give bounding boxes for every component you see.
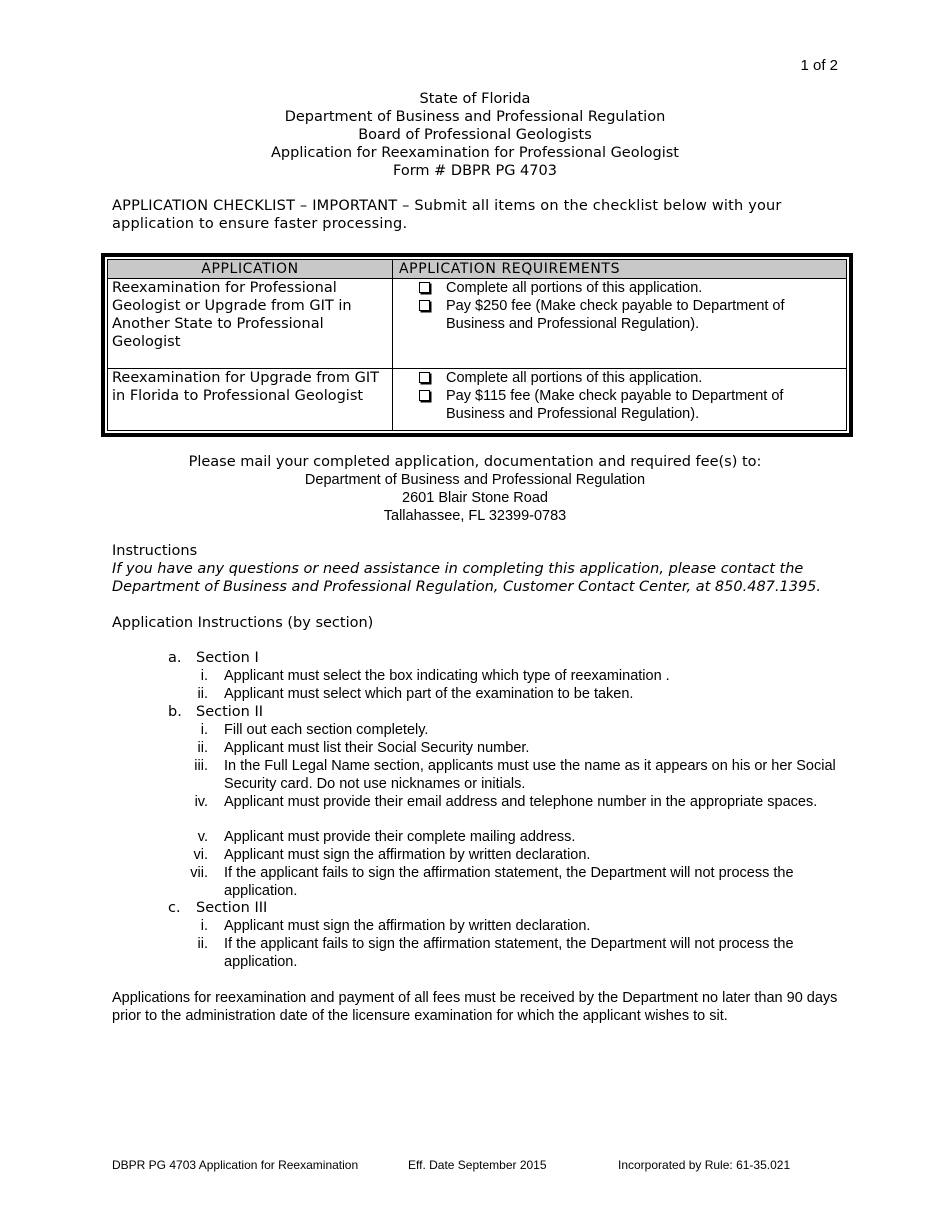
checklist-item [419,369,842,387]
table-row [108,369,847,431]
requirement-text: Pay $250 fee (Make check payable to Department of Business and Professional Regulation). [446,298,785,332]
item-text: Applicant must provide their email address and telephone number in the appropriate spaces. [224,794,818,810]
deadline-note: Applications for reexamination and payment of all fees must be received by the Department no later than 90 days prior to the administration date of the licensure examination for which the applicant wishes to sit. [112,990,838,1024]
item-number: ii. [197,686,208,702]
mail-city: Tallahassee, FL 32399-0783 [383,508,567,524]
header-form-title: Application for Reexamination for Professional Geologist [271,145,679,161]
item-number: v. [197,829,208,845]
mail-street: 2601 Blair Stone Road [402,490,548,506]
item-number: iii. [194,758,208,774]
item-number: i. [200,918,208,934]
item-text: In the Full Legal Name section, applicants must use the name as it appears on his or her Social Security card. Do not use nicknames or initials. [224,758,836,792]
header-state: State of Florida [419,91,531,107]
requirement-text: Pay $115 fee (Make check payable to Department of Business and Professional Regulation). [446,388,784,422]
column-header-requirements: APPLICATION REQUIREMENTS [393,260,847,279]
item-text: Fill out each section completely. [224,722,429,738]
instructions-by-section: Application Instructions (by section) [112,615,374,631]
footer-form-id: DBPR PG 4703 Application for Reexamination [112,1158,359,1172]
item-number: i. [200,722,208,738]
item-text: If the applicant fails to sign the affirmation statement, the Department will not process the application. [224,936,794,970]
column-header-application: APPLICATION [108,260,393,279]
table-row [108,279,847,369]
form-header [0,90,950,180]
item-text: Applicant must sign the affirmation by written declaration. [224,918,591,934]
section-letter: a. [168,650,182,666]
item-number: vii. [190,865,208,881]
header-form-number: Form # DBPR PG 4703 [393,163,557,179]
requirement-text: Complete all portions of this application. [446,370,703,386]
checkbox-icon [419,372,430,383]
application-type: Reexamination for Upgrade from GIT in Florida to Professional Geologist [108,369,393,431]
checkbox-icon [419,300,430,311]
section-title: Section II [196,704,264,720]
item-number: vi. [193,847,208,863]
checkbox-icon [419,390,430,401]
page-number: 1 of 2 [800,57,838,74]
footer-eff-date: Eff. Date September 2015 [408,1158,547,1172]
requirement-text: Complete all portions of this application. [446,280,703,296]
checklist-item [419,387,842,423]
requirements-cell [393,369,847,431]
section-letter: b. [168,704,182,720]
header-department: Department of Business and Professional Regulation [284,109,666,125]
checklist-item [419,279,842,297]
instructions-contact: If you have any questions or need assistance in completing this application, please contact the Department of Business and Professional Regulation, Customer Contact Center, at 850.487.1395. [112,561,822,595]
mail-department: Department of Business and Professional Regulation [304,472,646,488]
section-title: Section III [196,900,268,916]
application-type: Reexamination for Professional Geologist or Upgrade from GIT in Another State to Professional Geologist [108,279,393,369]
item-text: Applicant must select the box indicating which type of reexamination . [224,668,670,684]
item-text: If the applicant fails to sign the affirmation statement, the Department will not process the application. [224,865,794,899]
item-text: Applicant must select which part of the examination to be taken. [224,686,634,702]
item-number: ii. [197,936,208,952]
requirements-cell [393,279,847,369]
footer-rule: Incorporated by Rule: 61-35.021 [618,1158,791,1172]
table-header-row [108,260,847,279]
item-number: ii. [197,740,208,756]
item-text: Applicant must list their Social Security number. [224,740,530,756]
item-number: iv. [194,794,208,810]
mail-intro: Please mail your completed application, documentation and required fee(s) to: [188,454,762,470]
instructions-title: Instructions [112,543,198,559]
item-number: i. [200,668,208,684]
checklist-item [419,297,842,333]
mailing-address [0,453,950,525]
checklist-table [101,253,853,437]
item-text: Applicant must sign the affirmation by written declaration. [224,847,591,863]
section-title: Section I [196,650,259,666]
checkbox-icon [419,282,430,293]
item-text: Applicant must provide their complete mailing address. [224,829,576,845]
header-board: Board of Professional Geologists [358,127,592,143]
checklist-intro: APPLICATION CHECKLIST – IMPORTANT – Submit all items on the checklist below with your application to ensure faster processing. [112,198,782,232]
section-letter: c. [168,900,181,916]
